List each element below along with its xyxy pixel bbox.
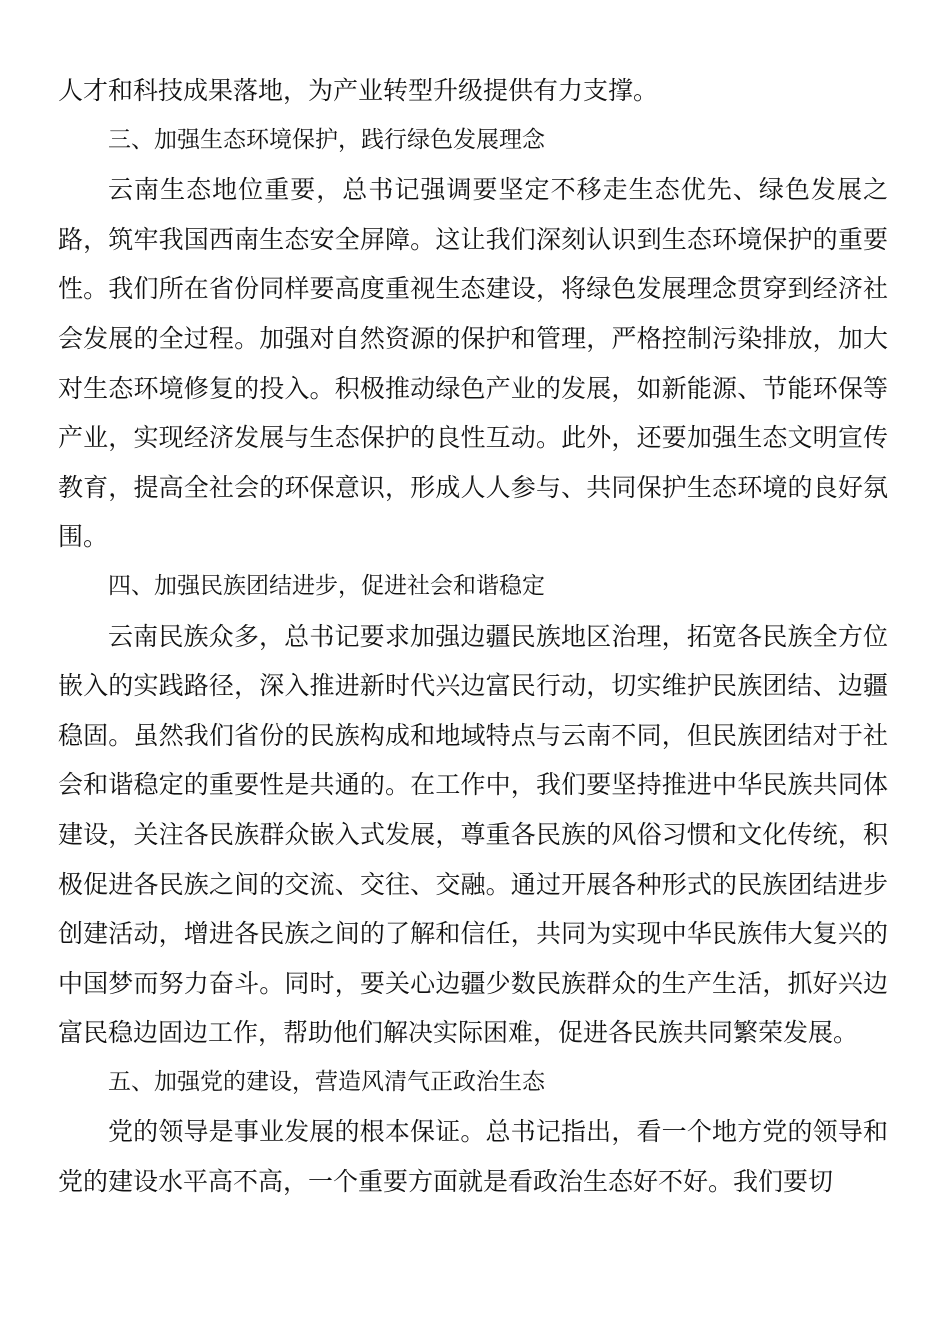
paragraph-party-building: 党的领导是事业发展的根本保证。总书记指出，看一个地方党的领导和党的建设水平高不高，一个重要方面就是看政治生态好不好。我们要切	[58, 1117, 888, 1197]
section-heading-5: 五、加强党的建设，营造风清气正政治生态	[108, 1068, 545, 1095]
section-heading-4: 四、加强民族团结进步，促进社会和谐稳定	[108, 572, 545, 599]
section-heading-3: 三、加强生态环境保护，践行绿色发展理念	[108, 126, 545, 153]
paragraph-continuation: 人才和科技成果落地，为产业转型升级提供有力支撑。	[58, 76, 659, 105]
paragraph-ethnic-unity: 云南民族众多，总书记要求加强边疆民族地区治理，拓宽各民族全方位嵌入的实践路径，深入推进新时代兴边富民行动，切实维护民族团结、边疆稳固。虽然我们省份的民族构成和地域特点与云南不同，但民族团结对于社会和谐稳定的重要性是共通的。在工作中，我们要坚持推进中华民族共同体建设，关注各民族群众嵌入式发展，尊重各民族的风俗习惯和文化传统，积极促进各民族之间的交流、交往、交融。通过开展各种形式的民族团结进步创建活动，增进各民族之间的了解和信任，共同为实现中华民族伟大复兴的中国梦而努力奋斗。同时，要关心边疆少数民族群众的生产生活，抓好兴边富民稳边固边工作，帮助他们解决实际困难，促进各民族共同繁荣发展。	[58, 621, 888, 1048]
document-body	[58, 66, 888, 1207]
paragraph-ecology: 云南生态地位重要，总书记强调要坚定不移走生态优先、绿色发展之路，筑牢我国西南生态安全屏障。这让我们深刻认识到生态环境保护的重要性。我们所在省份同样要高度重视生态建设，将绿色发展理念贯穿到经济社会发展的全过程。加强对自然资源的保护和管理，严格控制污染排放，加大对生态环境修复的投入。积极推动绿色产业的发展，如新能源、节能环保等产业，实现经济发展与生态保护的良性互动。此外，还要加强生态文明宣传教育，提高全社会的环保意识，形成人人参与、共同保护生态环境的良好氛围。	[58, 175, 888, 552]
